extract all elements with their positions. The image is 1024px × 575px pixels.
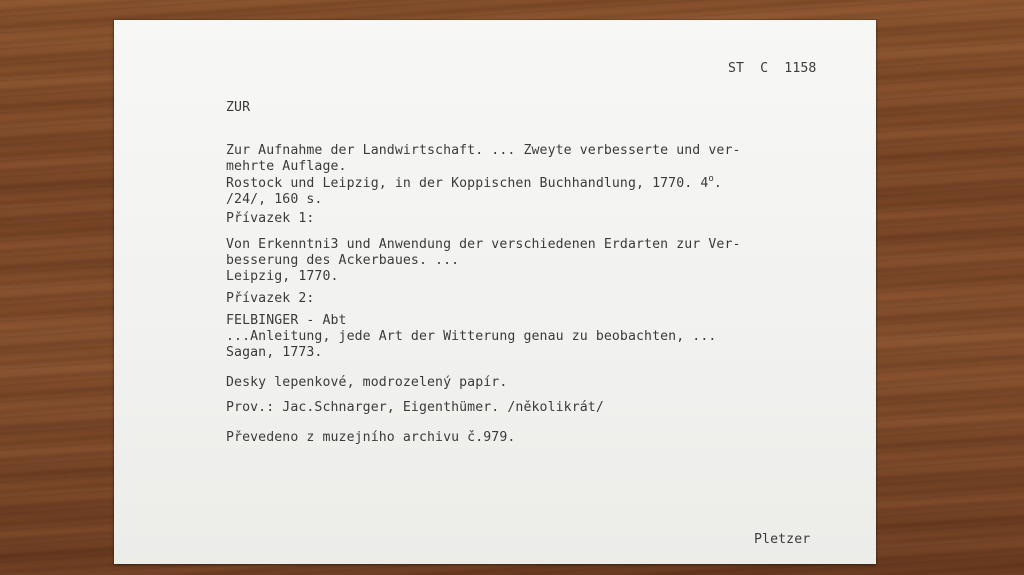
format-end: . [713,176,722,191]
catalog-card [114,20,876,564]
transfer-note: Převedeno z muzejního archivu č.979. [226,430,516,445]
appendix-1-line-3: Leipzig, 1770. [226,269,339,284]
appendix-1-label: Přívazek 1: [226,211,315,226]
cataloguer-name: Pletzer [754,532,811,547]
collation-line: /24/, 160 s. [226,192,323,207]
appendix-1-line-1: Von Erkenntni3 und Anwendung der verschiedenen Erdarten zur Ver- [226,237,741,252]
appendix-1-line-2: besserung des Ackerbaues. ... [226,253,460,268]
appendix-2-label: Přívazek 2: [226,291,315,306]
shelf-mark: ST C 1158 [728,61,817,76]
imprint-line [226,175,722,192]
appendix-2-line-1: FELBINGER - Abt [226,313,347,328]
title-line-1: Zur Aufnahme der Landwirtschaft. ... Zweyte verbesserte und ver- [226,143,741,158]
provenance-note: Prov.: Jac.Schnarger, Eigenthümer. /několikrát/ [226,400,604,415]
format-degree: o [708,173,714,184]
imprint-text: Rostock und Leipzig, in der Koppischen Buchhandlung, 1770. 4 [226,176,709,191]
appendix-2-line-2: ...Anleitung, jede Art der Witterung genau zu beobachten, ... [226,329,717,344]
heading-entry: ZUR [226,100,251,115]
binding-note: Desky lepenkové, modrozelený papír. [226,375,508,390]
title-line-2: mehrte Auflage. [226,159,347,174]
appendix-2-line-3: Sagan, 1773. [226,345,323,360]
